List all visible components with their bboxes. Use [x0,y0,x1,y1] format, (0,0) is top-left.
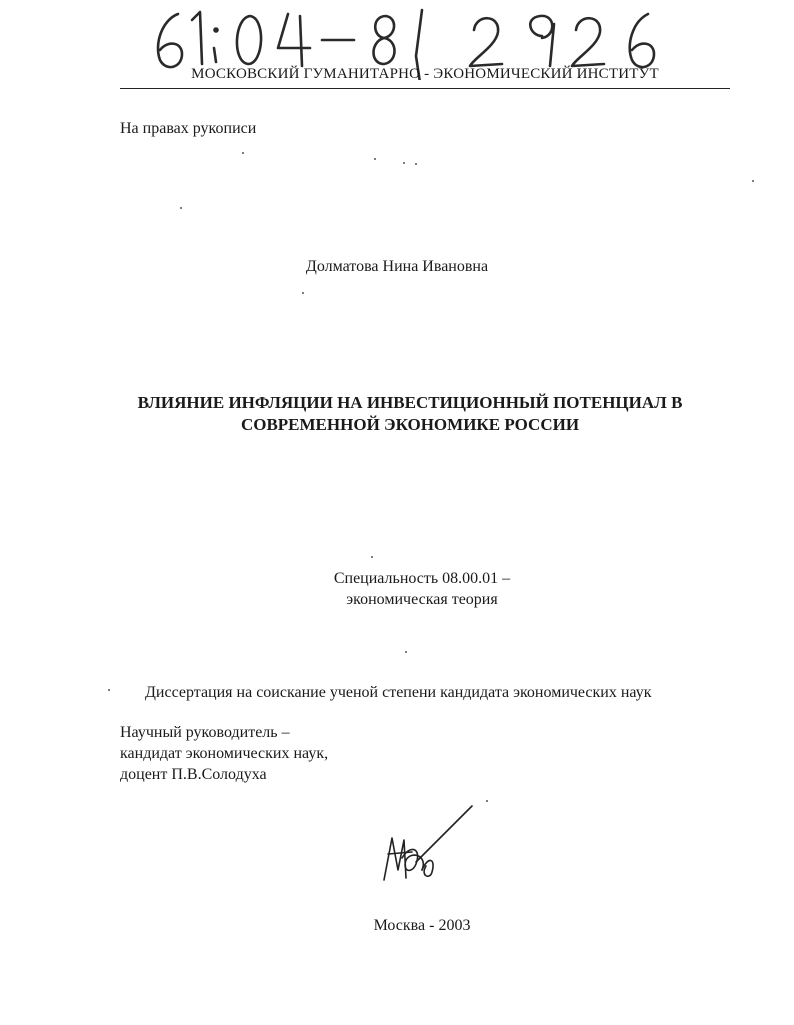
header-divider [120,88,730,89]
scan-speck [302,292,304,294]
specialty-block [0,568,794,610]
scan-speck [374,158,376,160]
degree-statement: Диссертация на соискание ученой степени кандидата экономических наук [145,684,652,701]
scan-speck [486,800,488,802]
scan-speck [415,163,417,165]
specialty-line-2: экономическая теория [346,591,498,608]
title-line-2: СОВРЕМЕННОЙ ЭКОНОМИКЕ РОССИИ [240,415,580,434]
supervisor-line-3: доцент П.В.Солодуха [120,766,267,783]
signature-mark [372,800,482,895]
scan-speck [180,207,182,209]
scan-speck [108,689,110,691]
institute-name: МОСКОВСКИЙ ГУМАНИТАРНО - ЭКОНОМИЧЕСКИЙ ИНСТИТУТ [191,66,659,82]
scan-speck [371,556,373,558]
supervisor-line-1: Научный руководитель – [120,724,290,741]
supervisor-block [120,722,328,785]
dissertation-title [100,392,720,436]
scan-speck [752,180,754,182]
scan-speck [405,651,407,653]
author-name: Долматова Нина Ивановна [305,258,489,275]
manuscript-rights-note: На правах рукописи [120,120,257,137]
supervisor-line-2: кандидат экономических наук, [120,745,329,762]
city-and-year: Москва - 2003 [373,917,471,934]
specialty-line-1: Специальность 08.00.01 – [333,570,511,587]
title-line-1: ВЛИЯНИЕ ИНФЛЯЦИИ НА ИНВЕСТИЦИОННЫЙ ПОТЕНЦИАЛ В [137,393,683,412]
scan-speck [242,152,244,154]
scan-speck [403,162,405,164]
